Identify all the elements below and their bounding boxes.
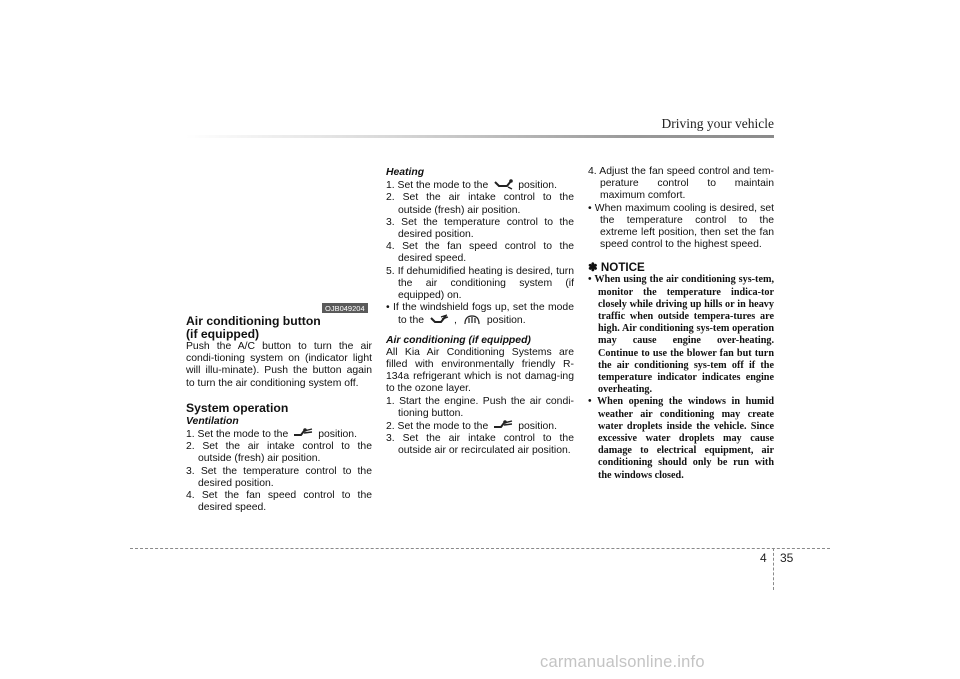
vent-step-1: 1. Set the mode to the position. <box>186 429 357 441</box>
column-1 <box>186 295 372 514</box>
header-rule <box>186 135 774 138</box>
max-cooling-bullet: • When maximum cooling is desired, set the temperature control to the extreme left position, then set the fan speed control to the highest speed. <box>588 202 774 251</box>
face-vent-mode-icon <box>290 428 316 438</box>
floor-defrost-mode-icon <box>426 314 452 324</box>
vent-step-2: 2. Set the air intake control to the outside (fresh) air position. <box>186 441 372 465</box>
vent-step-4: 4. Set the fan speed control to the desired speed. <box>186 490 372 514</box>
column-3 <box>588 166 774 482</box>
heat-step-4: 4. Set the fan speed control to the desired speed. <box>386 241 574 265</box>
defrost-mode-icon <box>459 314 485 324</box>
heat-step-5: 5. If dehumidified heating is desired, turn the air conditioning system (if equipped) on. <box>386 265 574 302</box>
notice-heading: ✽ NOTICE <box>588 261 645 275</box>
ac-button-heading <box>186 315 372 341</box>
heat-step-3: 3. Set the temperature control to the desired position. <box>386 216 574 241</box>
footer-rule <box>130 548 830 549</box>
ac-step-1: 1. Start the engine. Push the air condi-tioning button. <box>386 395 574 419</box>
notice-item: • When opening the windows in humid weather air conditioning may create water droplets inside the vehicle. Since excessive water droplets may cause damage to electrical equipment, air conditioning should only be run with the windows closed. <box>588 396 774 481</box>
footer-divider <box>773 548 774 590</box>
heat-step-1: 1. Set the mode to the position. <box>386 180 557 192</box>
notice-item: • When using the air conditioning sys-tem, monitor the temperature indica-tor closely while driving up hills or in heavy traffic when outside tempera-tures are high. Air conditioning sys-tem operation may cause engine over-heating. Continue to use the blower fan but turn the air conditioning sys-tem off if the temperature indicator indicates engine overheating. <box>588 274 774 396</box>
page-number: 35 <box>780 551 794 565</box>
page-header-title: Driving your vehicle <box>661 116 774 131</box>
ac-section-label: Air conditioning (if equipped) <box>386 334 531 346</box>
column-2 <box>386 166 574 458</box>
vent-step-3: 3. Set the temperature control to the desired position. <box>186 465 372 489</box>
heat-defog-bullet: • If the windshield fogs up, set the mode to the , position. <box>386 302 574 327</box>
figure-code: OJB049204 <box>322 303 368 313</box>
floor-mode-icon <box>490 179 516 189</box>
ac-intro: All Kia Air Conditioning Systems are filled with environmentally friendly R-134a refrigerant which is not damag-ing to the ozone layer. <box>386 346 574 395</box>
heat-step-2: 2. Set the air intake control to the outside (fresh) air position. <box>386 192 574 216</box>
ac-step-4: 4. Adjust the fan speed control and tem-perature control to maintain maximum comfort. <box>588 166 774 202</box>
ac-button-heading-line2: (if equipped) <box>186 327 260 341</box>
notice-body <box>588 274 774 481</box>
ac-button-heading-line1: Air conditioning button <box>186 314 321 328</box>
heating-label: Heating <box>386 167 425 178</box>
ventilation-label: Ventilation <box>186 415 239 427</box>
chapter-number: 4 <box>760 551 767 565</box>
ac-step-3: 3. Set the air intake control to the outside air or recirculated air position. <box>386 433 574 457</box>
face-vent-mode-icon <box>490 420 516 430</box>
system-operation-heading: System operation <box>186 400 289 415</box>
ac-step-2: 2. Set the mode to the position. <box>386 421 557 433</box>
ac-button-intro: Push the A/C button to turn the air condi-tioning system on (indicator light will illu-minate). Push the button again to turn the air conditioning system off. <box>186 341 372 389</box>
watermark: carmanualsonline.info <box>540 653 705 671</box>
